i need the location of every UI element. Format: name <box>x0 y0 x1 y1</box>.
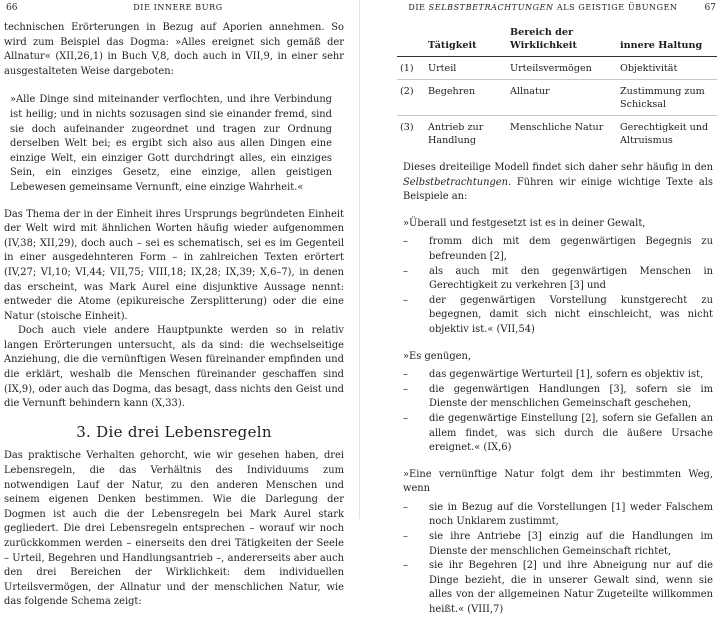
table-cell: (2) <box>397 80 425 116</box>
table-cell: Begehren <box>425 80 507 116</box>
list-item: – sie ihre Antriebe [3] einzig auf die Handlungen im Dienste der menschlichen Gemeinschaft richtet, <box>403 530 713 559</box>
table-cell: Menschliche Natur <box>510 122 604 133</box>
table-row <box>397 116 717 152</box>
right-page-number: 67 <box>704 3 716 13</box>
table-cell: Urteil <box>425 57 507 80</box>
left-page <box>0 0 360 608</box>
left-running-title: DIE INNERE BURG <box>133 3 223 12</box>
right-running-title: DIE SELBSTBETRACHTUNGEN ALS GEISTIGE ÜBUNGEN <box>408 3 678 12</box>
table-header-row <box>397 24 717 57</box>
column-header: innere Haltung <box>617 24 717 57</box>
table-cell: Allnatur <box>507 80 617 116</box>
paragraph: Doch auch viele andere Hauptpunkte werden so in relativ langen Erörterungen untersucht, als da sind: die wechselseitige Anziehung, die die vernünftigen Wesen füreinander empfinden und die erklärt, weshalb die Menschen füreinander geschaffen sind (IX,9), oder auch das Dogma, das besagt, dass nichts den Geist und die Vernunft behindern kann (X,33). <box>4 325 344 410</box>
left-page-body <box>4 21 344 610</box>
list-item: – das gegenwärtige Werturteil [1], sofern es objektiv ist, <box>403 368 713 383</box>
quote-list <box>403 501 713 618</box>
left-page-number: 66 <box>6 3 18 13</box>
paragraph: Das praktische Verhalten gehorcht, wie wir gesehen haben, drei Lebensregeln, die das Verhältnis des Individuums zum notwendigen Lauf der Natur, zu den anderen Menschen und seinem eigenen Denken bestimmen. Wie die Darlegung der Dogmen ist auch die der Lebensregeln bei Mark Aurel stark gegliedert. Die drei Lebensregeln entsprechen – worauf wir noch zurückkommen werden – einerseits den drei Tätigkeiten der Seele – Urteil, Begehren und Handlungsantrieb –, andererseits aber auch den drei Bereichen der Wirklichkeit: dem individuellen Urteilsvermögen, der Allnatur und der menschlichen Natur, wie das folgende Schema zeigt: <box>4 450 344 608</box>
list-item: – fromm dich mit dem gegenwärtigen Begegnis zu befreunden [2], <box>403 235 713 264</box>
block-quote: »Alle Dinge sind miteinander verflochten, und ihre Verbindung ist heilig; und in nichts sozusagen sind sie einander fremd, sind sie doch aufeinander zugeordnet und tragen zur Ordnung derselben Welt bei; es ergibt sich also aus allen Dingen eine einzige Welt, ein einziger Gott durchdringt alles, ein einziges Sein, ein einziges Gesetz, eine einzige, allen geistigen Lebewesen gemeinsame Vernunft, eine einzige Wahrheit.« <box>10 94 332 193</box>
table-cell: Objektivität <box>617 57 717 80</box>
section-heading: 3. Die drei Lebensregeln <box>76 422 272 441</box>
table-cell: Antrieb zur Handlung <box>428 122 484 146</box>
column-header: Bereich der Wirklichkeit <box>507 24 617 57</box>
column-header <box>397 24 425 57</box>
table-cell: Gerechtigkeit und Altruismus <box>620 122 709 146</box>
quote-lead: »Eine vernünftige Natur folgt dem ihr bestimmten Weg, wenn <box>403 468 713 495</box>
table-row <box>397 80 717 116</box>
quote-list <box>403 235 713 337</box>
table-cell: Urteilsvermögen <box>507 57 617 80</box>
quote-lead: »Es genügen, <box>403 350 472 362</box>
list-item: – sie ihr Begehren [2] und ihre Abneigung nur auf die Dinge bezieht, die in unserer Gewalt sind, wenn sie alles von der allgemeinen Natur Zugeteilte willkommen heißt.« (VIII,7) <box>403 559 713 617</box>
list-item: – die gegenwärtigen Handlungen [3], sofern sie im Dienste der menschlichen Gemeinschaft geschehen, <box>403 383 713 412</box>
quote-list <box>403 368 713 456</box>
quote-lead: »Überall und festgesetzt ist es in deiner Gewalt, <box>403 217 646 229</box>
list-item: – der gegenwärtigen Vorstellung kunstgerecht zu begegnen, damit sich nicht einschleicht, was nicht objektiv ist.« (VII,54) <box>403 294 713 338</box>
table-cell: (3) <box>400 122 414 133</box>
table-row <box>397 57 717 80</box>
table-cell: (1) <box>397 57 425 80</box>
table-cell: Zustimmung zum Schicksal <box>617 80 717 116</box>
list-item: – die gegenwärtige Einstellung [2], sofern sie Gefallen an allem findet, was sich durch die äußere Ursache ereignet.« (IX,6) <box>403 412 713 456</box>
list-item: – als auch mit den gegenwärtigen Menschen in Gerechtigkeit zu verkehren [3] und <box>403 265 713 294</box>
list-item: – sie in Bezug auf die Vorstellungen [1] weder Falschem noch Unklarem zustimmt, <box>403 501 713 530</box>
right-page-body <box>400 21 713 618</box>
three-rules-table <box>397 24 717 151</box>
paragraph: Das Thema der in der Einheit ihres Ursprungs begründeten Einheit der Welt wird mit ähnlichen Worten häufig wieder aufgenommen (IV,38; XII,29), doch auch – sei es schematisch, sei es im Gegenteil in einer ausgedehnteren Form – in zahlreichen Texten erörtert (IV,27; VI,10; VI,44; VII,75; VIII,18; IX,28; IX,39; X,6–7), in denen das erscheint, was Mark Aurel eine disjunktive Aussage nennt: entweder die Atome (epikureische Zersplitterung) oder die eine Natur (stoische Einheit). <box>4 208 344 322</box>
paragraph: technischen Erörterungen in Bezug auf Aporien annehmen. So wird zum Beispiel das Dogma: »Alles ereignet sich gemäß der Allnatur« (XII,26,1) in Buch V,8, doch auch in VII,9, in einer sehr ausgestalteten Weise dargeboten: <box>4 22 344 77</box>
column-header: Tätigkeit <box>425 24 507 57</box>
intro-paragraph: Dieses dreiteilige Modell findet sich daher sehr häufig in den Selbstbetrachtungen. Führen wir einige wichtige Texte als Beispiele an: <box>403 162 713 203</box>
